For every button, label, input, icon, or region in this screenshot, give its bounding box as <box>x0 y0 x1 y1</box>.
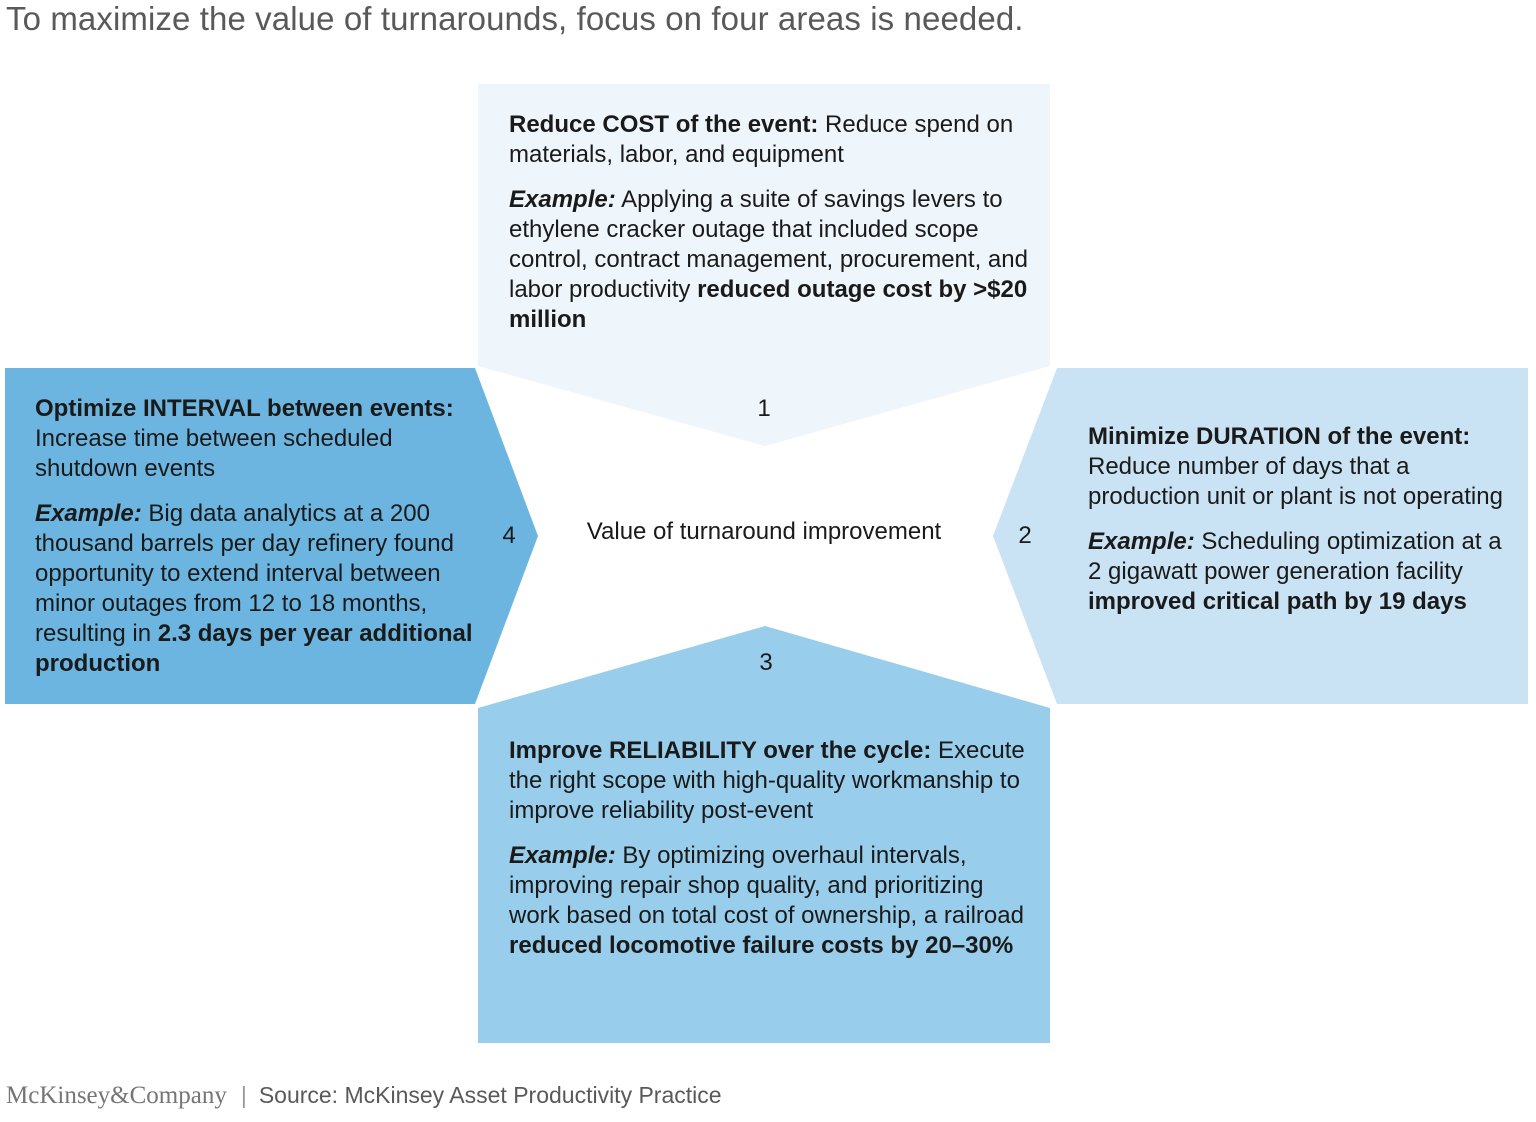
interval-description: Increase time between scheduled shutdown events <box>35 425 393 482</box>
duration-example-text: Scheduling optimization at a 2 gigawatt power generation facility <box>1088 528 1502 585</box>
source-note: Source: McKinsey Asset Productivity Practice <box>258 1082 722 1108</box>
cost-description: Reduce spend on materials, labor, and equipment <box>509 111 1014 168</box>
cost-heading: Reduce COST of the event: <box>509 111 819 138</box>
duration-number: 2 <box>1018 522 1032 549</box>
footer <box>6 1082 722 1110</box>
cost-example-result: reduced outage cost by >$20 million <box>509 276 1028 333</box>
cost-text <box>509 110 1039 335</box>
reliability-example-label: Example: <box>509 842 616 869</box>
duration-example-result: improved critical path by 19 days <box>1088 588 1467 615</box>
reliability-example-text: By optimizing overhaul intervals, improving repair shop quality, and prioritizing work based on total cost of ownership, a railroad <box>509 842 1024 929</box>
interval-text <box>35 394 477 679</box>
interval-example-result: 2.3 days per year additional production <box>35 620 473 677</box>
reliability-heading: Improve RELIABILITY over the cycle: <box>509 737 932 764</box>
center-label: Value of turnaround improvement <box>586 518 942 545</box>
duration-heading: Minimize DURATION of the event: <box>1088 423 1471 450</box>
reliability-example-result: reduced locomotive failure costs by 20–30% <box>509 932 1014 959</box>
footer-separator: | <box>240 1082 247 1108</box>
reliability-description: Execute the right scope with high-quality workmanship to improve reliability post-event <box>509 737 1025 824</box>
duration-description: Reduce number of days that a production unit or plant is not operating <box>1088 453 1503 510</box>
reliability-number: 3 <box>759 649 773 676</box>
cost-example-text: Applying a suite of savings levers to ethylene cracker outage that included scope control, contract management, procurement, and labor productivity <box>509 186 1028 303</box>
interval-example-label: Example: <box>35 500 142 527</box>
duration-example-label: Example: <box>1088 528 1195 555</box>
page-title: To maximize the value of turnarounds, focus on four areas is needed. <box>6 0 1024 37</box>
duration-text <box>1088 422 1518 617</box>
cost-example-label: Example: <box>509 186 616 213</box>
mckinsey-logo: McKinsey&Company <box>6 1082 227 1109</box>
interval-heading: Optimize INTERVAL between events: <box>35 395 454 422</box>
reliability-text <box>509 736 1037 961</box>
interval-example-text: Big data analytics at a 200 thousand barrels per day refinery found opportunity to extend interval between minor outages from 12 to 18 months, resulting in <box>35 500 454 647</box>
interval-number: 4 <box>502 522 516 549</box>
cost-number: 1 <box>757 395 771 422</box>
